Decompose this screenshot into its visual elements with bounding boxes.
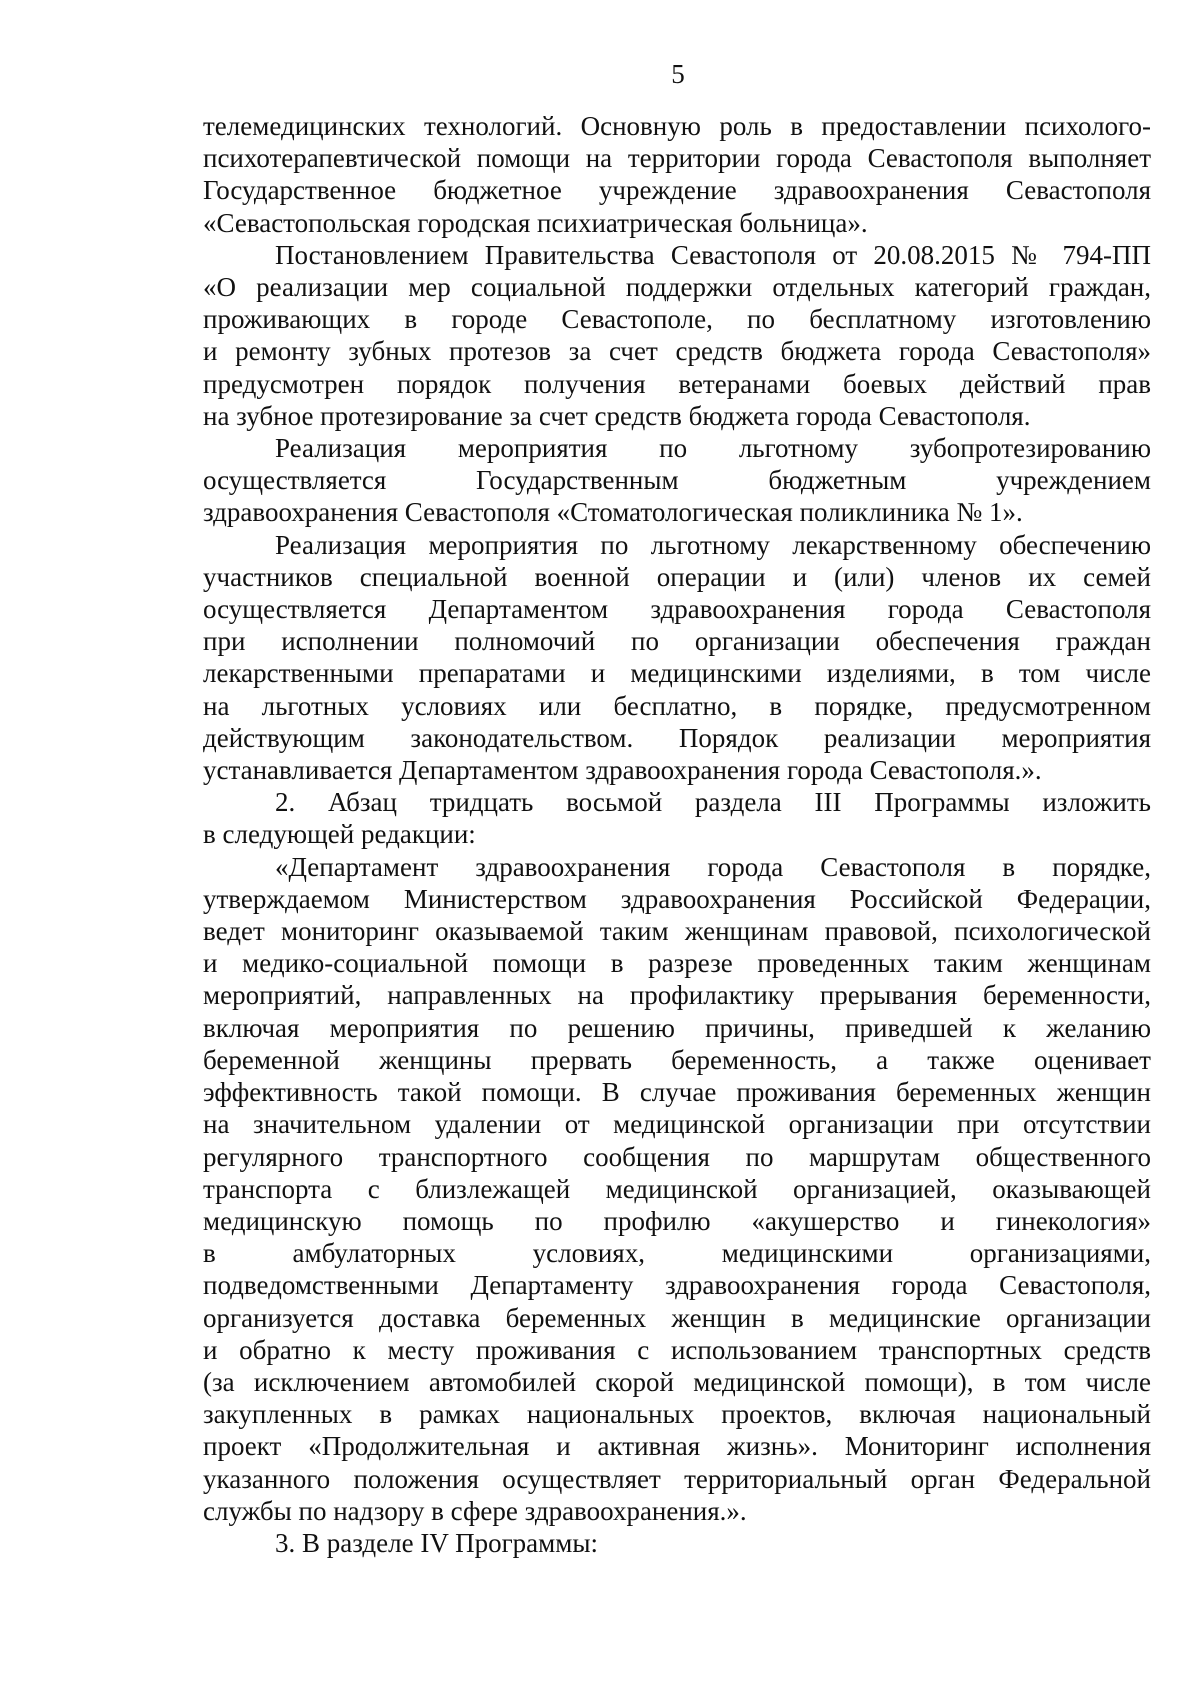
text-line: в следующей редакции:: [203, 819, 476, 850]
text-line: предусмотрен порядок получения ветеранами боевых действий прав: [203, 368, 1151, 399]
text-line: действующим законодательством. Порядок реализации мероприятия: [203, 722, 1151, 753]
text-line: «Севастопольская городская психиатрическая больница».: [203, 207, 868, 238]
text-line: на зубное протезирование за счет средств бюджета города Севастополя.: [203, 400, 1031, 431]
text-line: психотерапевтической помощи на территории города Севастополя выполняет: [203, 143, 1151, 174]
text-line: устанавливается Департаментом здравоохранения города Севастополя.».: [203, 755, 1042, 786]
text-line: проект «Продолжительная и активная жизнь». Мониторинг исполнения: [203, 1431, 1151, 1462]
text-line: регулярного транспортного сообщения по маршрутам общественного: [203, 1141, 1151, 1172]
text-line: мероприятий, направленных на профилактику прерывания беременности,: [203, 980, 1151, 1011]
page-number: 5: [671, 59, 685, 89]
text-line: эффективность такой помощи. В случае проживания беременных женщин: [203, 1077, 1151, 1108]
text-line: беременной женщины прервать беременность, а также оценивает: [203, 1044, 1151, 1075]
paragraph: [203, 1527, 1151, 1559]
text-line: участников специальной военной операции и (или) членов их семей: [203, 561, 1151, 592]
text-line: в амбулаторных условиях, медицинскими организациями,: [203, 1238, 1151, 1269]
text-line: службы по надзору в сфере здравоохранения.».: [203, 1495, 747, 1526]
text-line: транспорта с близлежащей медицинской организацией, оказывающей: [203, 1173, 1151, 1204]
text-line: Реализация мероприятия по льготному лекарственному обеспечению: [275, 529, 1151, 560]
text-line: организуется доставка беременных женщин в медицинские организации: [203, 1302, 1151, 1333]
text-line: Государственное бюджетное учреждение здравоохранения Севастополя: [203, 175, 1151, 206]
text-line: на значительном удалении от медицинской организации при отсутствии: [203, 1109, 1151, 1140]
paragraph: [203, 239, 1151, 432]
text-line: на льготных условиях или бесплатно, в порядке, предусмотренном: [203, 690, 1151, 721]
text-line: подведомственными Департаменту здравоохранения города Севастополя,: [203, 1270, 1151, 1301]
text-line: «О реализации мер социальной поддержки отдельных категорий граждан,: [203, 272, 1151, 303]
text-line: Постановлением Правительства Севастополя от 20.08.2015 № 794-ПП: [275, 239, 1151, 270]
text-line: осуществляется Департаментом здравоохранения города Севастополя: [203, 594, 1151, 625]
text-line: «Департамент здравоохранения города Севастополя в порядке,: [275, 851, 1151, 882]
paragraph: [203, 110, 1151, 239]
paragraph: [203, 432, 1151, 529]
text-line: при исполнении полномочий по организации обеспечения граждан: [203, 626, 1151, 657]
text-line: и ремонту зубных протезов за счет средств бюджета города Севастополя»: [203, 336, 1151, 367]
text-line: 2. Абзац тридцать восьмой раздела III Программы изложить: [275, 787, 1151, 818]
text-line: Реализация мероприятия по льготному зубопротезированию: [275, 433, 1151, 464]
text-line: ведет мониторинг оказываемой таким женщинам правовой, психологической: [203, 916, 1151, 947]
paragraph: [203, 851, 1151, 1527]
text-line: 3. В разделе IV Программы:: [275, 1527, 598, 1558]
text-line: указанного положения осуществляет территориальный орган Федеральной: [203, 1463, 1151, 1494]
text-line: лекарственными препаратами и медицинскими изделиями, в том числе: [203, 658, 1151, 689]
paragraph: [203, 529, 1151, 787]
text-line: закупленных в рамках национальных проектов, включая национальный: [203, 1399, 1151, 1430]
text-line: утверждаемом Министерством здравоохранения Российской Федерации,: [203, 883, 1151, 914]
text-line: проживающих в городе Севастополе, по бесплатному изготовлению: [203, 304, 1151, 335]
text-line: осуществляется Государственным бюджетным учреждением: [203, 465, 1151, 496]
text-line: и обратно к месту проживания с использованием транспортных средств: [203, 1334, 1151, 1365]
text-line: телемедицинских технологий. Основную роль в предоставлении психолого-: [203, 111, 1151, 141]
text-line: включая мероприятия по решению причины, приведшей к желанию: [203, 1012, 1151, 1043]
text-line: медицинскую помощь по профилю «акушерство и гинекология»: [203, 1205, 1151, 1236]
document-body: [203, 110, 1151, 1559]
text-line: (за исключением автомобилей скорой медицинской помощи), в том числе: [203, 1366, 1151, 1397]
paragraph: [203, 786, 1151, 850]
text-line: и медико-социальной помощи в разрезе проведенных таким женщинам: [203, 948, 1151, 979]
text-line: здравоохранения Севастополя «Стоматологическая поликлиника № 1».: [203, 497, 1023, 528]
